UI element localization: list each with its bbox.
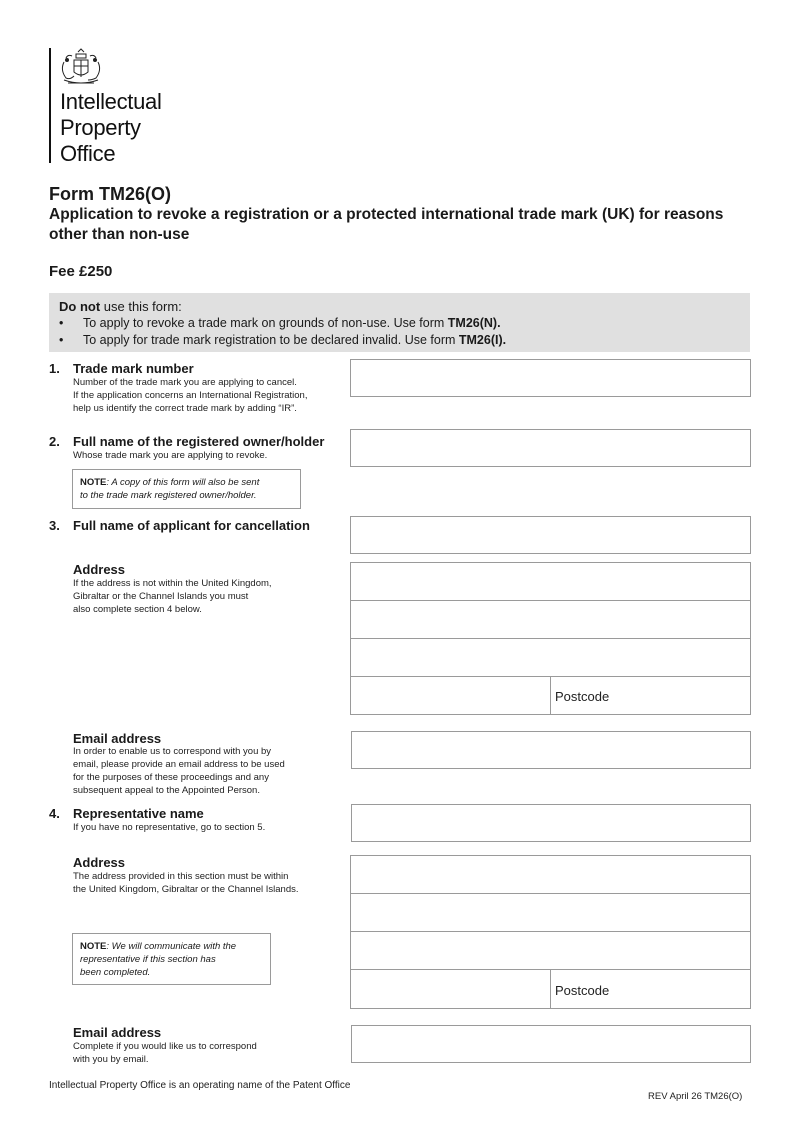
help-line: The address provided in this section must be within xyxy=(73,871,289,882)
trade-mark-number-input[interactable] xyxy=(350,359,751,397)
help-line: If the application concerns an International Registration, xyxy=(73,390,308,401)
logo-line: Intellectual xyxy=(60,89,162,114)
postcode-label: Postcode xyxy=(555,689,610,704)
form-reference: TM26(I). xyxy=(458,333,507,347)
representative-address-group xyxy=(350,855,751,1009)
note-text: : We will communicate with the xyxy=(106,941,237,952)
registered-owner-name-input[interactable] xyxy=(350,429,751,467)
help-line: If the address is not within the United Kingdom, xyxy=(73,578,272,589)
applicant-address-line-1[interactable] xyxy=(350,562,751,601)
bullet-icon: • xyxy=(59,316,64,330)
section-3-email-title: Email address xyxy=(73,731,162,746)
form-title: Form TM26(O) xyxy=(49,184,172,204)
applicant-postcode-input[interactable] xyxy=(550,676,751,715)
applicant-address-line-2[interactable] xyxy=(350,600,751,639)
footer-legal-note: Intellectual Property Office is an operating name of the Patent Office xyxy=(49,1080,351,1091)
help-line: Complete if you would like us to correspond xyxy=(73,1041,257,1052)
applicant-address-line-3[interactable] xyxy=(350,638,751,677)
note-label: NOTE xyxy=(80,477,107,488)
logo-wordmark xyxy=(60,89,162,167)
applicant-address-group xyxy=(350,562,751,715)
section-4-title: Representative name xyxy=(73,806,204,821)
section-1-number: 1. xyxy=(49,361,60,376)
applicant-name-input[interactable] xyxy=(350,516,751,554)
footer-revision: REV April 26 TM26(O) xyxy=(648,1091,743,1102)
bullet-text: To apply for trade mark registration to be declared invalid. Use form xyxy=(83,333,459,347)
section-3-number: 3. xyxy=(49,518,60,533)
bullet-icon: • xyxy=(59,333,64,347)
representative-postcode-input[interactable] xyxy=(550,969,751,1009)
help-line: Gibraltar or the Channel Islands you must xyxy=(73,591,249,602)
form-subtitle: Application to revoke a registration or a protected international trade mark (UK) for reasons other than non-use xyxy=(49,206,724,243)
help-line: help us identify the correct trade mark by adding “IR”. xyxy=(73,403,297,414)
applicant-email-input[interactable] xyxy=(351,731,751,769)
section-4-note xyxy=(72,933,271,985)
do-not-use-notice xyxy=(49,293,750,352)
section-3-email-help xyxy=(73,745,348,797)
section-2-help xyxy=(73,449,348,462)
section-1-help xyxy=(73,376,348,415)
help-line: In order to enable us to correspond with you by xyxy=(73,746,272,757)
note-text: representative if this section has xyxy=(80,954,216,965)
bullet-text: To apply to revoke a trade mark on grounds of non-use. Use form xyxy=(83,316,448,330)
section-3-address-title: Address xyxy=(73,562,126,577)
representative-address-line-3[interactable] xyxy=(350,931,751,970)
help-line: the United Kingdom, Gibraltar or the Channel Islands. xyxy=(73,884,299,895)
help-line: also complete section 4 below. xyxy=(73,604,202,615)
representative-address-line-2[interactable] xyxy=(350,893,751,932)
help-line: Whose trade mark you are applying to revoke. xyxy=(73,450,268,461)
logo-line: Office xyxy=(60,141,116,166)
representative-name-input[interactable] xyxy=(351,804,751,842)
notice-intro-rest: use this form: xyxy=(100,299,182,314)
section-3-address-help xyxy=(73,577,348,616)
logo-line: Property xyxy=(60,115,141,140)
section-4-email-title: Email address xyxy=(73,1025,162,1040)
section-4-address-title: Address xyxy=(73,855,126,870)
note-label: NOTE xyxy=(80,941,107,952)
notice-intro xyxy=(59,299,182,314)
section-4-help xyxy=(73,821,348,834)
section-2-note xyxy=(72,469,301,509)
section-2-title: Full name of the registered owner/holder xyxy=(73,434,325,449)
logo-divider xyxy=(49,48,51,163)
representative-address-line-4[interactable] xyxy=(350,969,551,1009)
section-4-address-help xyxy=(73,870,348,896)
representative-email-input[interactable] xyxy=(351,1025,751,1063)
applicant-address-line-4[interactable] xyxy=(350,676,551,715)
section-2-number: 2. xyxy=(49,434,60,449)
representative-address-line-1[interactable] xyxy=(350,855,751,894)
help-line: subsequent appeal to the Appointed Person. xyxy=(73,785,260,796)
note-text: to the trade mark registered owner/holder. xyxy=(80,490,257,501)
notice-intro-bold: Do not xyxy=(59,299,101,314)
help-line: with you by email. xyxy=(73,1054,149,1065)
help-line: If you have no representative, go to section 5. xyxy=(73,822,266,833)
postcode-label: Postcode xyxy=(555,983,610,998)
help-line: for the purposes of these proceedings and any xyxy=(73,772,269,783)
section-4-number: 4. xyxy=(49,806,60,821)
section-4-email-help xyxy=(73,1040,348,1066)
fee-label: Fee £250 xyxy=(49,263,113,280)
form-reference: TM26(N). xyxy=(447,316,501,330)
note-text: been completed. xyxy=(80,967,151,978)
royal-crest-icon xyxy=(58,48,104,88)
note-text: : A copy of this form will also be sent xyxy=(106,477,260,488)
section-1-title: Trade mark number xyxy=(73,361,194,376)
help-line: Number of the trade mark you are applying to cancel. xyxy=(73,377,297,388)
section-3-title: Full name of applicant for cancellation xyxy=(73,518,310,533)
help-line: email, please provide an email address to be used xyxy=(73,759,285,770)
